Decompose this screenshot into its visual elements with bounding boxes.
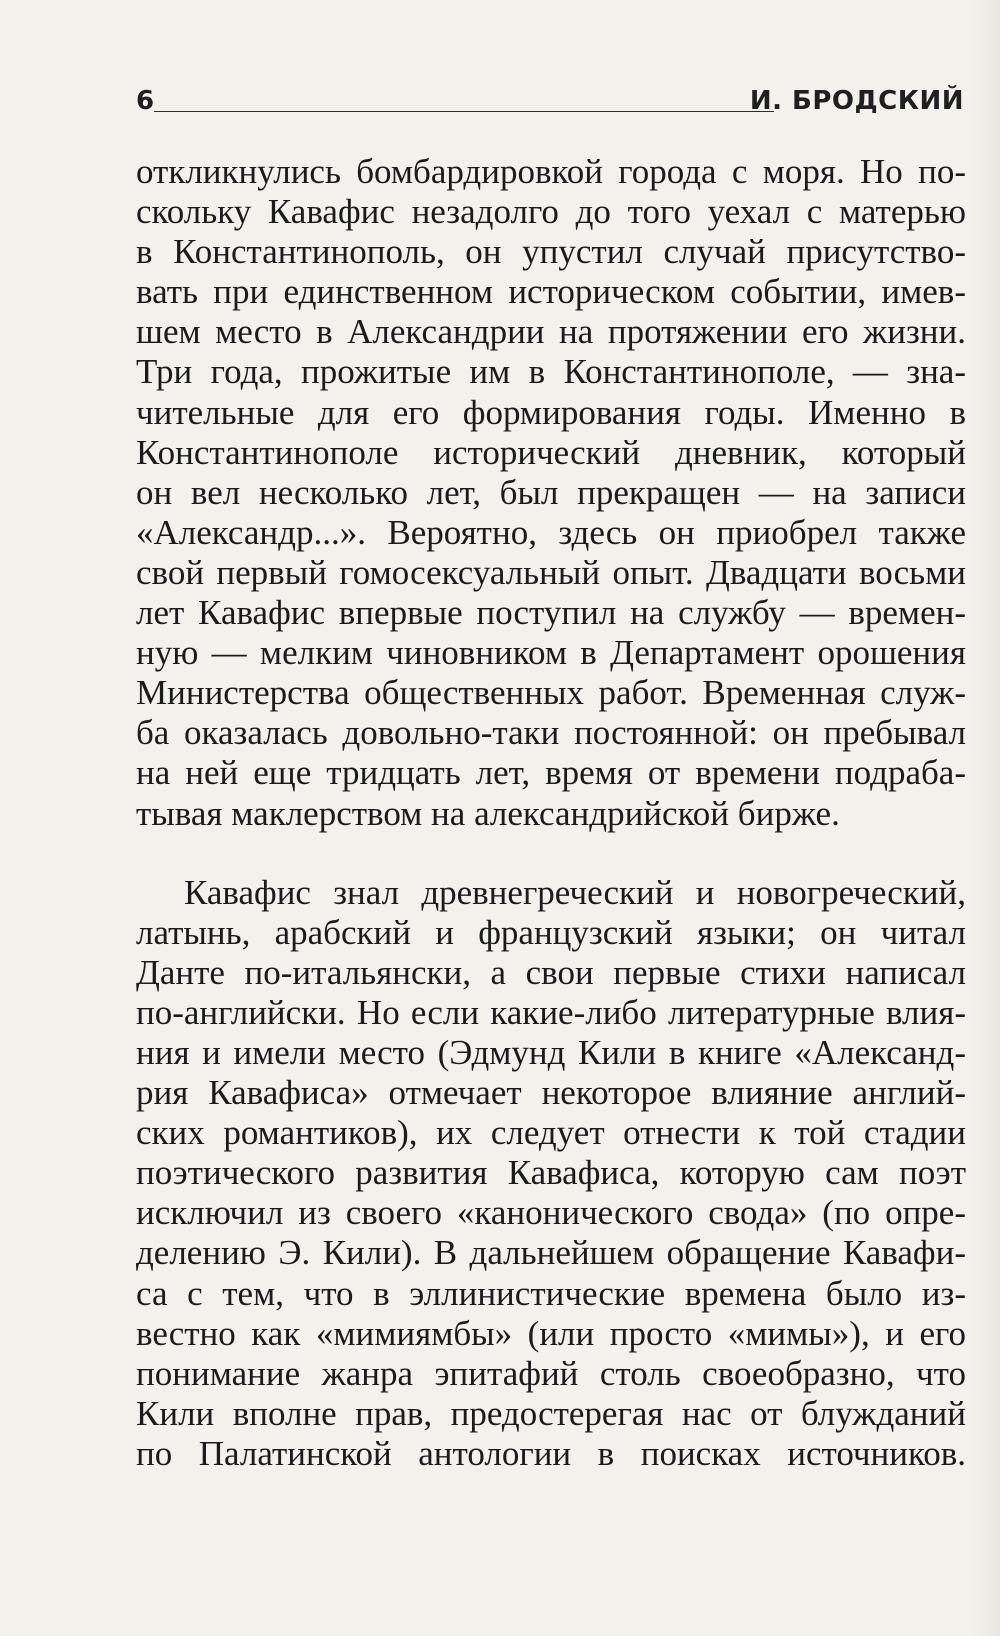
text-line: на ней еще тридцать лет, время от времени подраба- <box>136 753 966 793</box>
text-line: поэтического развития Кавафиса, которую сам поэт <box>136 1153 966 1193</box>
body-text <box>136 152 966 1474</box>
text-line: ния и имели место (Эдмунд Кили в книге «Александ- <box>136 1032 966 1072</box>
text-line: «Александр...». Вероятно, здесь он приобрел также <box>136 512 966 552</box>
text-line: свой первый гомосексуальный опыт. Двадцати восьми <box>136 552 966 592</box>
text-line: Кавафис знал древнегреческий и новогреческий, <box>184 872 966 912</box>
text-line: он вел несколько лет, был прекращен — на записи <box>136 472 966 512</box>
text-line: шем место в Александрии на протяжении его жизни. <box>136 312 966 352</box>
page-edge-shadow <box>972 0 1000 1636</box>
running-head: И. БРОДСКИЙ <box>749 86 964 116</box>
text-line: Кили вполне прав, предостерегая нас от блужданий <box>136 1393 966 1433</box>
text-line: Константинополе исторический дневник, который <box>136 432 966 472</box>
paragraph-1 <box>136 152 966 834</box>
page-header <box>136 86 966 126</box>
text-line: исключил из своего «канонического свода» (по опре- <box>136 1193 966 1233</box>
text-line: вестно как «мимиямбы» (или просто «мимы»), и его <box>136 1313 966 1353</box>
text-line: вать при единственном историческом событии, имев- <box>136 272 966 312</box>
text-line: Министерства общественных работ. Временная служ- <box>136 673 966 713</box>
text-line: откликнулись бомбардировкой города с моря. Но по- <box>136 152 966 191</box>
text-line: по Палатинской антологии в поисках источников. <box>136 1433 966 1473</box>
paragraph-2 <box>136 873 966 1474</box>
text-line: латынь, арабский и французский языки; он читал <box>136 912 966 952</box>
page-number: 6 <box>136 86 155 116</box>
text-line: тывая маклерством на александрийской бирже. <box>136 793 840 833</box>
text-line: делению Э. Кили). В дальнейшем обращение Кавафи- <box>136 1233 966 1273</box>
text-line: ба оказалась довольно-таки постоянной: он пребывал <box>136 713 966 753</box>
text-line: Три года, прожитые им в Константинополе, — зна- <box>136 352 966 392</box>
text-line: в Константинополь, он упустил случай присутство- <box>136 232 966 272</box>
text-line: по-английски. Но если какие-либо литературные влия- <box>136 992 966 1032</box>
text-line: понимание жанра эпитафий столь своеобразно, что <box>136 1353 966 1393</box>
text-line: рия Кавафиса» отмечает некоторое влияние англий- <box>136 1073 966 1113</box>
text-line: лет Кавафис впервые поступил на службу — времен- <box>136 593 966 633</box>
text-line: Данте по-итальянски, а свои первые стихи написал <box>136 952 966 992</box>
text-line: са с тем, что в эллинистические времена было из- <box>136 1273 966 1313</box>
text-line: ских романтиков), их следует отнести к той стадии <box>136 1113 966 1153</box>
paragraph-gap <box>136 834 966 873</box>
text-line: ную — мелким чиновником в Департамент орошения <box>136 633 966 673</box>
text-line: скольку Кавафис незадолго до того уехал с матерью <box>136 192 966 232</box>
header-rule <box>154 111 774 112</box>
text-line: чительные для его формирования годы. Именно в <box>136 392 966 432</box>
